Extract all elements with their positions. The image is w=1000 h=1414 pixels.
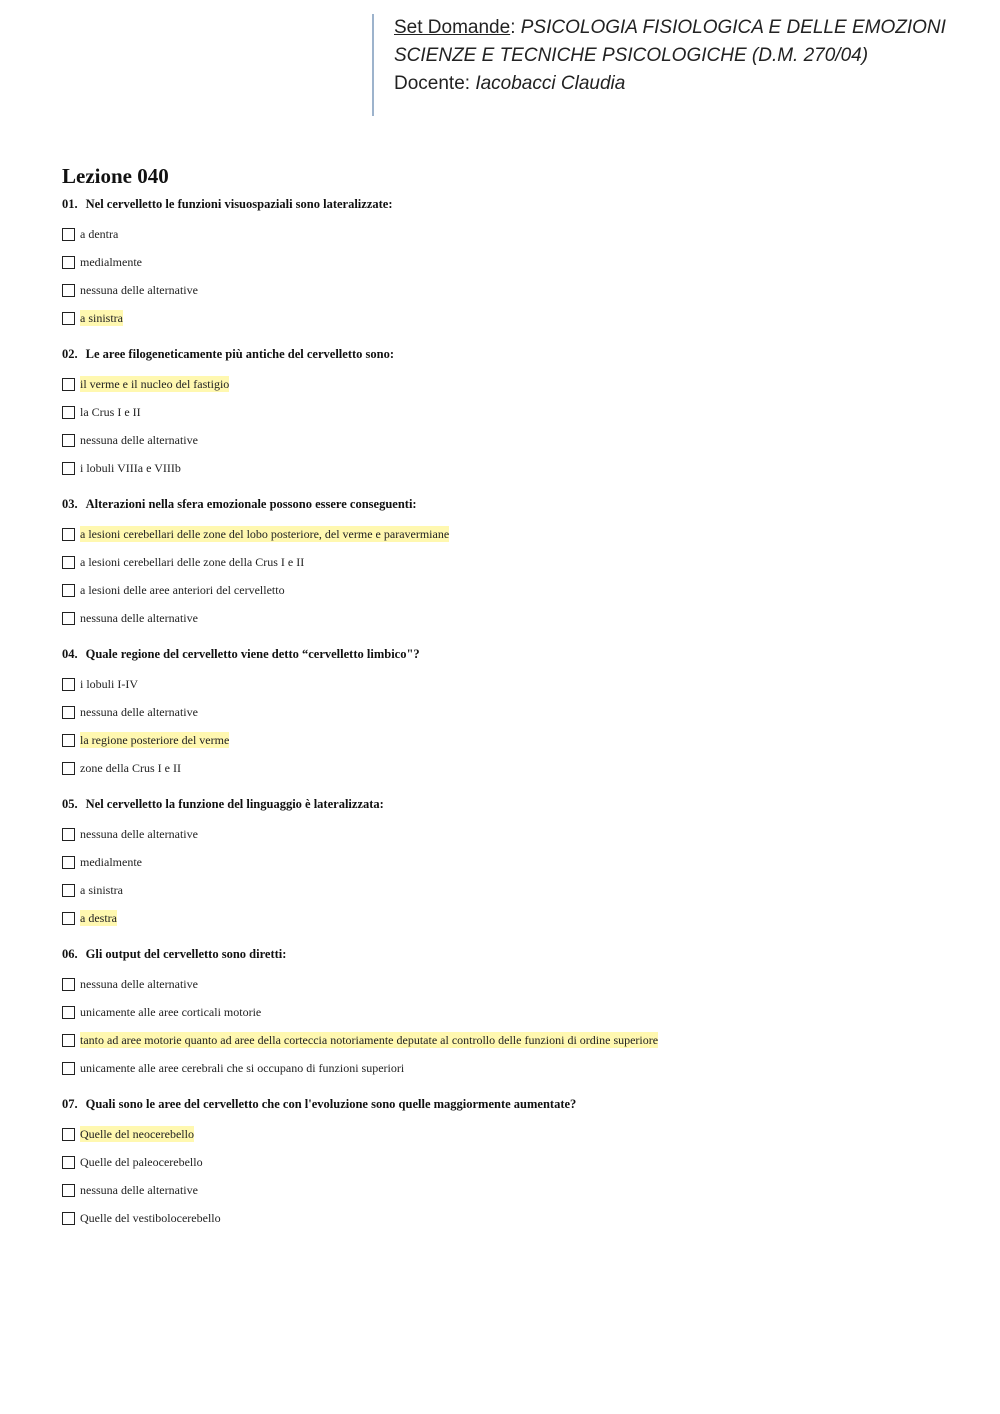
question-number: 05. [62,797,78,811]
answer-option[interactable] [62,248,962,276]
answer-option[interactable] [62,304,962,332]
answer-option[interactable] [62,1120,962,1148]
answer-option[interactable] [62,454,962,482]
question-label: Gli output del cervelletto sono diretti: [85,947,287,961]
question [62,494,962,632]
answer-checkbox[interactable] [62,978,75,991]
document-header [372,14,972,116]
answer-checkbox[interactable] [62,256,75,269]
answer-text: medialmente [80,255,142,269]
answer-option[interactable] [62,698,962,726]
question-label: Nel cervelletto le funzioni visuospaziali sono lateralizzate: [85,197,393,211]
question-number: 01. [62,197,78,211]
answer-option[interactable] [62,876,962,904]
answer-text: nessuna delle alternative [80,705,198,719]
answer-text: Quelle del paleocerebello [80,1155,203,1169]
question-text [62,794,962,814]
answer-text: unicamente alle aree cerebrali che si occupano di funzioni superiori [80,1061,405,1075]
answer-text: unicamente alle aree corticali motorie [80,1005,262,1019]
answer-option[interactable] [62,1026,962,1054]
answer-option[interactable] [62,820,962,848]
answer-text: nessuna delle alternative [80,433,198,447]
answer-option[interactable] [62,726,962,754]
question-list [62,194,962,1244]
answer-text: nessuna delle alternative [80,827,198,841]
answer-text: a dentra [80,227,119,241]
answer-text-highlighted: a sinistra [80,311,123,325]
question-text [62,344,962,364]
answer-text-highlighted: a lesioni cerebellari delle zone del lobo posteriore, del verme e paravermiane [80,527,450,541]
answer-option[interactable] [62,220,962,248]
question [62,194,962,332]
answer-option[interactable] [62,576,962,604]
answer-text: nessuna delle alternative [80,283,198,297]
answer-text: nessuna delle alternative [80,1183,198,1197]
question-text [62,644,962,664]
degree-line: SCIENZE E TECNICHE PSICOLOGICHE (D.M. 270/04) [394,45,869,66]
answer-checkbox[interactable] [62,406,75,419]
answer-option[interactable] [62,520,962,548]
answer-checkbox[interactable] [62,312,75,325]
answer-checkbox[interactable] [62,1156,75,1169]
answer-text-highlighted: a destra [80,911,117,925]
question [62,1094,962,1232]
question [62,344,962,482]
answer-text: nessuna delle alternative [80,977,198,991]
question [62,644,962,782]
answer-checkbox[interactable] [62,528,75,541]
answer-option[interactable] [62,998,962,1026]
answer-text-highlighted: tanto ad aree motorie quanto ad aree della corteccia notoriamente deputate al controllo delle funzioni di ordine superiore [80,1033,659,1047]
answer-checkbox[interactable] [62,556,75,569]
answer-text: nessuna delle alternative [80,611,198,625]
teacher-name: Iacobacci Claudia [475,73,626,94]
answer-checkbox[interactable] [62,762,75,775]
answer-option[interactable] [62,848,962,876]
course-line [394,14,972,42]
answer-text: la Crus I e II [80,405,141,419]
answer-checkbox[interactable] [62,462,75,475]
answer-text: i lobuli VIIIa e VIIIb [80,461,181,475]
answer-option[interactable] [62,370,962,398]
question-number: 07. [62,1097,78,1111]
question-number: 02. [62,347,78,361]
answer-checkbox[interactable] [62,884,75,897]
answer-checkbox[interactable] [62,584,75,597]
answer-text: a sinistra [80,883,123,897]
answer-checkbox[interactable] [62,284,75,297]
answer-checkbox[interactable] [62,1034,75,1047]
question-number: 03. [62,497,78,511]
answer-checkbox[interactable] [62,228,75,241]
answer-text: medialmente [80,855,142,869]
answer-option[interactable] [62,398,962,426]
answer-text: Quelle del vestibolocerebello [80,1211,221,1225]
question-text [62,1094,962,1114]
lesson-title: Lezione 040 [62,164,169,188]
answer-checkbox[interactable] [62,434,75,447]
answer-option[interactable] [62,548,962,576]
question-label: Nel cervelletto la funzione del linguaggio è lateralizzata: [85,797,384,811]
question-label: Le aree filogeneticamente più antiche del cervelletto sono: [85,347,394,361]
answer-checkbox[interactable] [62,612,75,625]
answer-option[interactable] [62,276,962,304]
question-label: Alterazioni nella sfera emozionale possono essere conseguenti: [85,497,417,511]
answer-text-highlighted: Quelle del neocerebello [80,1127,194,1141]
question-number: 04. [62,647,78,661]
answer-option[interactable] [62,426,962,454]
answer-checkbox[interactable] [62,1006,75,1019]
answer-text-highlighted: la regione posteriore del verme [80,733,230,747]
answer-checkbox[interactable] [62,856,75,869]
question-label: Quali sono le aree del cervelletto che con l'evoluzione sono quelle maggiormente aumentate? [85,1097,577,1111]
answer-checkbox[interactable] [62,1128,75,1141]
course-title: PSICOLOGIA FISIOLOGICA E DELLE EMOZIONI [520,17,946,38]
set-label: Set Domande [394,17,511,38]
answer-checkbox[interactable] [62,378,75,391]
answer-checkbox[interactable] [62,912,75,925]
answer-option[interactable] [62,1176,962,1204]
answer-text-highlighted: il verme e il nucleo del fastigio [80,377,230,391]
answer-option[interactable] [62,1148,962,1176]
question [62,944,962,1082]
answer-option[interactable] [62,754,962,782]
answer-option[interactable] [62,670,962,698]
answer-text: a lesioni cerebellari delle zone della Crus I e II [80,555,305,569]
answer-checkbox[interactable] [62,734,75,747]
teacher-label: Docente: [394,73,471,94]
answer-option[interactable] [62,1054,962,1082]
question [62,794,962,932]
set-colon: : [510,17,516,38]
answer-option[interactable] [62,604,962,632]
question-label: Quale regione del cervelletto viene detto “cervelletto limbico"? [85,647,420,661]
answer-checkbox[interactable] [62,828,75,841]
answer-checkbox[interactable] [62,1212,75,1225]
answer-checkbox[interactable] [62,1184,75,1197]
question-text [62,944,962,964]
question-number: 06. [62,947,78,961]
question-text [62,494,962,514]
answer-checkbox[interactable] [62,706,75,719]
teacher-line [394,70,972,98]
answer-option[interactable] [62,970,962,998]
answer-checkbox[interactable] [62,678,75,691]
answer-option[interactable] [62,1204,962,1232]
question-text [62,194,962,214]
answer-text: zone della Crus I e II [80,761,181,775]
answer-text: a lesioni delle aree anteriori del cervelletto [80,583,285,597]
answer-checkbox[interactable] [62,1062,75,1075]
answer-text: i lobuli I-IV [80,677,138,691]
answer-option[interactable] [62,904,962,932]
